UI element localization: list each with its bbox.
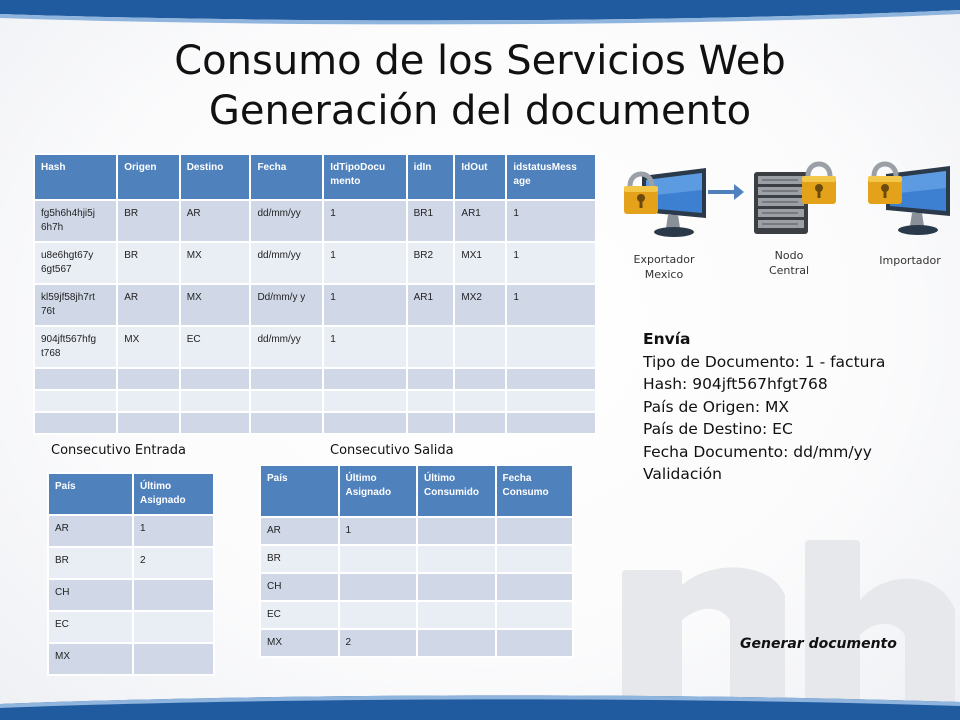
table-cell: MX bbox=[261, 630, 338, 656]
table-cell: BR bbox=[261, 546, 338, 572]
table-cell bbox=[507, 413, 595, 433]
table-cell: AR bbox=[261, 518, 338, 544]
column-header: idIn bbox=[408, 155, 454, 199]
table-cell bbox=[418, 518, 495, 544]
table-row bbox=[49, 548, 213, 578]
table-cell bbox=[507, 391, 595, 411]
table-cell bbox=[418, 546, 495, 572]
info-line: Tipo de Documento: 1 - factura bbox=[643, 352, 886, 371]
table-cell bbox=[408, 327, 454, 367]
table-cell: Dd/mm/y y bbox=[251, 285, 322, 325]
table-row bbox=[261, 630, 572, 656]
table-cell: AR1 bbox=[455, 201, 505, 241]
table-cell bbox=[455, 327, 505, 367]
column-header: Fecha bbox=[251, 155, 322, 199]
table-cell: BR bbox=[49, 548, 132, 578]
table-cell: MX1 bbox=[455, 243, 505, 283]
info-line: Hash: 904jft567hfgt768 bbox=[643, 375, 828, 393]
table-cell bbox=[418, 602, 495, 628]
column-header: IdTipoDocu mento bbox=[324, 155, 405, 199]
column-header: Origen bbox=[118, 155, 178, 199]
table-row bbox=[35, 391, 595, 411]
table-cell bbox=[251, 413, 322, 433]
exporter-label: Exportador Mexico bbox=[633, 253, 695, 281]
table-cell bbox=[418, 630, 495, 656]
table-cell bbox=[455, 413, 505, 433]
table-cell bbox=[507, 327, 595, 367]
table-cell bbox=[497, 630, 573, 656]
column-header: País bbox=[49, 474, 132, 514]
table-cell bbox=[418, 574, 495, 600]
table-cell bbox=[324, 391, 405, 411]
table-cell: 2 bbox=[340, 630, 417, 656]
table-cell bbox=[181, 413, 250, 433]
table-row bbox=[261, 546, 572, 572]
table-cell bbox=[118, 391, 178, 411]
table-cell: MX bbox=[181, 285, 250, 325]
table-cell bbox=[324, 413, 405, 433]
monitor-lock-icon bbox=[864, 158, 956, 242]
server-lock-icon bbox=[748, 160, 840, 242]
arrow-right-icon bbox=[706, 182, 746, 202]
table-cell: 1 bbox=[324, 327, 405, 367]
column-header: Último Consumido bbox=[418, 466, 495, 516]
table-cell: MX bbox=[181, 243, 250, 283]
table-header-row bbox=[35, 155, 595, 199]
table-cell: fg5h6h4hji5j 6h7h bbox=[35, 201, 116, 241]
table-cell: EC bbox=[49, 612, 132, 642]
table-cell: 1 bbox=[324, 285, 405, 325]
table-cell: MX2 bbox=[455, 285, 505, 325]
table-cell bbox=[408, 369, 454, 389]
table-cell: 1 bbox=[340, 518, 417, 544]
node-label: Nodo Central bbox=[768, 249, 810, 277]
table-cell: 2 bbox=[134, 548, 213, 578]
table-cell: CH bbox=[49, 580, 132, 610]
table-cell bbox=[134, 580, 213, 610]
table-cell: 904jft567hfg t768 bbox=[35, 327, 116, 367]
title-line-1: Consumo de los Servicios Web bbox=[174, 38, 786, 84]
table-cell: BR2 bbox=[408, 243, 454, 283]
table-cell bbox=[340, 574, 417, 600]
info-line: País de Origen: MX bbox=[643, 397, 789, 416]
info-line: Fecha Documento: dd/mm/yy bbox=[643, 442, 872, 461]
table-row bbox=[49, 644, 213, 674]
table-cell bbox=[35, 391, 116, 411]
table-cell: AR bbox=[118, 285, 178, 325]
table-cell bbox=[118, 369, 178, 389]
table-cell: 1 bbox=[507, 243, 595, 283]
table-row bbox=[49, 580, 213, 610]
table-header-row bbox=[261, 466, 572, 516]
main-table bbox=[33, 153, 597, 435]
table-cell bbox=[134, 644, 213, 674]
table-cell: BR bbox=[118, 201, 178, 241]
table-cell: kl59jf58jh7rt 76t bbox=[35, 285, 116, 325]
bottom-decoration bbox=[0, 690, 960, 720]
table-cell: dd/mm/yy bbox=[251, 201, 322, 241]
table-cell bbox=[507, 369, 595, 389]
table-cell: u8e6hgt67y 6gt567 bbox=[35, 243, 116, 283]
document-info bbox=[643, 328, 885, 486]
table-cell: BR1 bbox=[408, 201, 454, 241]
slide-title bbox=[0, 36, 960, 136]
table-cell bbox=[497, 574, 573, 600]
column-header: IdOut bbox=[455, 155, 505, 199]
table-row bbox=[35, 285, 595, 325]
table-cell bbox=[455, 391, 505, 411]
table-cell bbox=[118, 413, 178, 433]
salida-caption: Consecutivo Salida bbox=[330, 443, 454, 458]
column-header: Último Asignado bbox=[134, 474, 213, 514]
table-cell: MX bbox=[49, 644, 132, 674]
table-cell: 1 bbox=[324, 201, 405, 241]
column-header: País bbox=[261, 466, 338, 516]
table-cell: AR bbox=[181, 201, 250, 241]
table-cell bbox=[408, 391, 454, 411]
table-row bbox=[35, 413, 595, 433]
table-cell: EC bbox=[181, 327, 250, 367]
table-cell bbox=[497, 602, 573, 628]
table-cell: 1 bbox=[134, 516, 213, 546]
table-cell bbox=[181, 369, 250, 389]
table-cell bbox=[408, 413, 454, 433]
table-cell bbox=[35, 369, 116, 389]
title-line-2: Generación del documento bbox=[208, 88, 752, 134]
table-cell: dd/mm/yy bbox=[251, 243, 322, 283]
table-row bbox=[261, 602, 572, 628]
table-cell: 1 bbox=[507, 201, 595, 241]
column-header: idstatusMess age bbox=[507, 155, 595, 199]
table-cell bbox=[497, 546, 573, 572]
table-cell bbox=[251, 369, 322, 389]
generate-document-link[interactable]: Generar documento bbox=[740, 636, 897, 652]
column-header: Último Asignado bbox=[340, 466, 417, 516]
table-row bbox=[49, 516, 213, 546]
table-row bbox=[261, 574, 572, 600]
table-cell bbox=[340, 602, 417, 628]
table-cell bbox=[497, 518, 573, 544]
table-row bbox=[49, 612, 213, 642]
table-cell: 1 bbox=[324, 243, 405, 283]
table-cell: EC bbox=[261, 602, 338, 628]
info-line: País de Destino: EC bbox=[643, 420, 793, 438]
info-heading: Envía bbox=[643, 330, 691, 348]
table-cell: BR bbox=[118, 243, 178, 283]
table-cell: AR bbox=[49, 516, 132, 546]
column-header: Hash bbox=[35, 155, 116, 199]
table-cell bbox=[340, 546, 417, 572]
entrada-caption: Consecutivo Entrada bbox=[51, 443, 186, 458]
entrada-table bbox=[47, 472, 215, 676]
table-cell bbox=[134, 612, 213, 642]
table-row bbox=[35, 243, 595, 283]
table-cell bbox=[324, 369, 405, 389]
table-row bbox=[35, 369, 595, 389]
column-header: Destino bbox=[181, 155, 250, 199]
table-cell bbox=[455, 369, 505, 389]
table-cell bbox=[35, 413, 116, 433]
table-row bbox=[35, 327, 595, 367]
top-decoration bbox=[0, 0, 960, 26]
monitor-lock-icon bbox=[620, 160, 712, 242]
table-cell bbox=[251, 391, 322, 411]
salida-table bbox=[259, 464, 574, 658]
table-row bbox=[35, 201, 595, 241]
table-cell: dd/mm/yy bbox=[251, 327, 322, 367]
importer-label: Importador bbox=[879, 254, 941, 267]
table-cell: AR1 bbox=[408, 285, 454, 325]
table-cell: MX bbox=[118, 327, 178, 367]
table-cell bbox=[181, 391, 250, 411]
table-row bbox=[261, 518, 572, 544]
column-header: Fecha Consumo bbox=[497, 466, 573, 516]
table-cell: 1 bbox=[507, 285, 595, 325]
table-header-row bbox=[49, 474, 213, 514]
table-cell: CH bbox=[261, 574, 338, 600]
info-line: Validación bbox=[643, 465, 722, 483]
